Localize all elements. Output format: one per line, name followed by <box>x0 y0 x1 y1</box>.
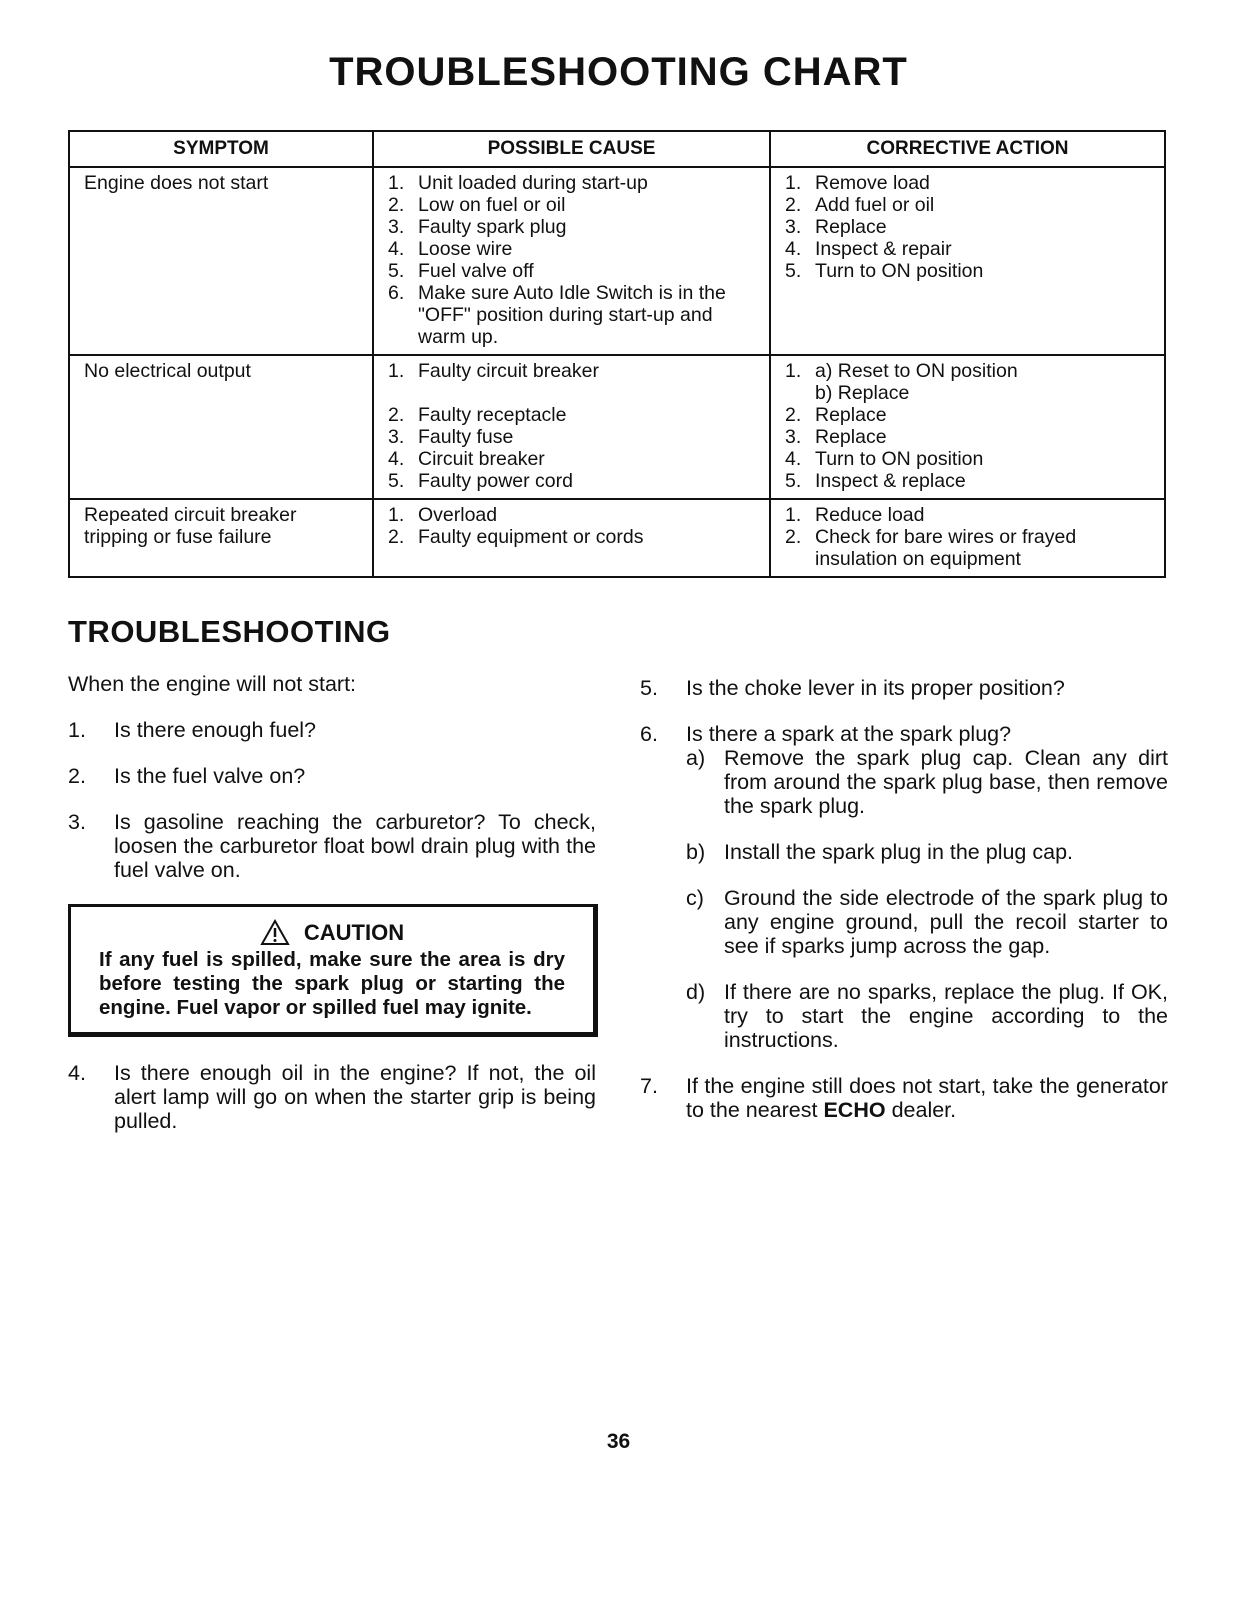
list-item: 2. Low on fuel or oil <box>388 194 566 216</box>
left-column <box>68 672 596 1155</box>
list-item: 2. Replace <box>785 404 887 426</box>
sub-item-letter: b) <box>686 840 706 864</box>
list-item: 2. Add fuel or oil <box>785 194 935 216</box>
item-number: 5. <box>640 676 658 700</box>
list-item: 5. Turn to ON position <box>785 260 984 282</box>
sub-item-text: If there are no sparks, replace the plug. If OK, try to start the engine according to the instructions. <box>724 980 1168 1052</box>
item-text: Is gasoline reaching the carburetor? To check, loosen the carburetor float bowl drain plug with the fuel valve on. <box>114 810 596 882</box>
list-item <box>640 722 1168 1052</box>
sub-item-letter: c) <box>686 886 704 910</box>
sub-item-letter: d) <box>686 980 706 1004</box>
sub-list-item <box>686 980 1168 1052</box>
symptom-cell: Repeated circuit breaker tripping or fuse failure <box>69 499 373 577</box>
header-symptom: SYMPTOM <box>69 131 373 167</box>
sub-list-item <box>686 840 1168 864</box>
sub-item-letter: a) <box>686 746 706 770</box>
list-item: 2. Check for bare wires or frayed insulation on equipment <box>785 526 1077 570</box>
sub-item-text: Install the spark plug in the plug cap. <box>724 840 1073 864</box>
cause-cell <box>373 499 770 577</box>
table-row <box>69 499 1165 577</box>
item-number: 7. <box>640 1074 658 1098</box>
list-item: 1. Unit loaded during start-up <box>388 172 648 194</box>
list-item: 2. Faulty equipment or cords <box>388 526 644 548</box>
caution-box <box>68 904 598 1037</box>
list-item: 1. Overload <box>388 504 498 526</box>
caution-header <box>99 919 565 946</box>
right-column <box>640 676 1168 1144</box>
list-item <box>68 764 596 788</box>
table-row <box>69 167 1165 355</box>
item-number: 6. <box>640 722 658 746</box>
list-item: 3. Replace <box>785 216 887 238</box>
list-item: b) Replace <box>815 382 910 404</box>
header-corrective-action: CORRECTIVE ACTION <box>770 131 1165 167</box>
table-row <box>69 355 1165 499</box>
item-text: Is there enough fuel? <box>114 718 317 742</box>
list-item: 6. Make sure Auto Idle Switch is in the "OFF" position during start-up and warm up. <box>388 282 726 348</box>
item-number: 2. <box>68 764 86 788</box>
intro-text: When the engine will not start: <box>68 672 357 696</box>
caution-text: If any fuel is spilled, make sure the area is dry before testing the spark plug or starting the engine. Fuel vapor or spilled fuel may ignite. <box>99 948 565 1019</box>
symptom-cell: Engine does not start <box>69 167 373 355</box>
item-number: 3. <box>68 810 86 834</box>
table-header-row <box>69 131 1165 167</box>
list-item <box>640 1074 1168 1122</box>
warning-triangle-icon <box>260 919 290 946</box>
list-item <box>68 718 596 742</box>
list-item: 3. Faulty fuse <box>388 426 514 448</box>
caution-label: CAUTION <box>303 919 405 945</box>
list-item <box>68 810 596 882</box>
list-item: 5. Inspect & replace <box>785 470 966 492</box>
list-item: 4. Circuit breaker <box>388 448 545 470</box>
list-item: 2. Faulty receptacle <box>388 404 567 426</box>
page-number: 36 <box>606 1430 631 1453</box>
cause-cell <box>373 167 770 355</box>
list-item <box>68 1061 596 1133</box>
action-cell <box>770 355 1165 499</box>
list-item: 1. Faulty circuit breaker <box>388 360 599 382</box>
brand-name: ECHO <box>823 1098 886 1122</box>
cause-cell <box>373 355 770 499</box>
item-text: Is the choke lever in its proper position? <box>686 676 1065 700</box>
list-item: 4. Inspect & repair <box>785 238 952 260</box>
list-item: 3. Replace <box>785 426 887 448</box>
section-title: TROUBLESHOOTING <box>68 614 391 649</box>
list-item: 1. Reduce load <box>785 504 925 526</box>
item-text: Is there a spark at the spark plug? <box>686 722 1012 746</box>
troubleshooting-chart-table <box>68 130 1166 578</box>
sub-list-item <box>686 746 1168 818</box>
list-item: 1. a) Reset to ON position <box>785 360 1018 382</box>
item-text: Is the fuel valve on? <box>114 764 306 788</box>
item-text: If the engine still does not start, take the generator to the nearest ECHO dealer. <box>686 1074 1168 1122</box>
list-item: 4. Turn to ON position <box>785 448 984 470</box>
list-item: 5. Fuel valve off <box>388 260 534 282</box>
symptom-cell: No electrical output <box>69 355 373 499</box>
list-item <box>640 676 1168 700</box>
list-item: 4. Loose wire <box>388 238 513 260</box>
list-item: 5. Faulty power cord <box>388 470 573 492</box>
item-text: Is there enough oil in the engine? If not, the oil alert lamp will go on when the starter grip is being pulled. <box>114 1061 596 1133</box>
item-number: 4. <box>68 1061 86 1085</box>
item-number: 1. <box>68 718 86 742</box>
sub-list-item <box>686 886 1168 958</box>
sub-item-text: Remove the spark plug cap. Clean any dirt from around the spark plug base, then remove the spark plug. <box>724 746 1168 818</box>
sub-item-text: Ground the side electrode of the spark plug to any engine ground, pull the recoil starter to see if sparks jump across the gap. <box>724 886 1168 958</box>
action-cell <box>770 499 1165 577</box>
page-title: TROUBLESHOOTING CHART <box>329 50 908 94</box>
list-item: 3. Faulty spark plug <box>388 216 567 238</box>
action-cell <box>770 167 1165 355</box>
header-possible-cause: POSSIBLE CAUSE <box>373 131 770 167</box>
list-item: 1. Remove load <box>785 172 930 194</box>
